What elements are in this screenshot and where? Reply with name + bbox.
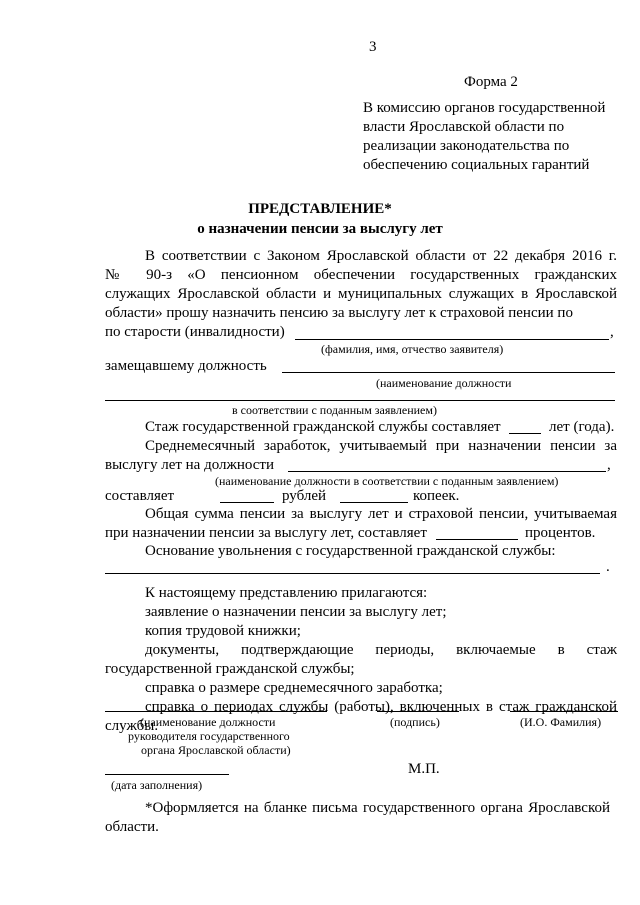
position-label: замещавшему должность	[105, 358, 267, 374]
percent-label: процентов.	[525, 525, 596, 541]
addressee-line: власти Ярославской области по	[363, 119, 565, 135]
page-number: 3	[369, 39, 377, 55]
service-text: Стаж государственной гражданской службы составляет	[145, 419, 501, 435]
intro-line: области» прошу назначить пенсию за выслугу лет к страховой пенсии по	[105, 305, 573, 321]
intro-line: по старости (инвалидности)	[105, 324, 285, 340]
head-position-hint: (наименование должности	[140, 715, 276, 729]
date-hint: (дата заполнения)	[111, 778, 203, 792]
attachment-item: государственной гражданской службы;	[105, 661, 355, 677]
rubles-label: рублей	[282, 488, 327, 504]
applicant-name-field[interactable]	[295, 339, 609, 340]
stamp-place: М.П.	[408, 761, 440, 777]
footnote: области.	[105, 819, 159, 835]
position-field[interactable]	[282, 372, 615, 373]
head-position-hint: органа Ярославской области)	[141, 743, 291, 757]
earnings-position-field[interactable]	[288, 471, 606, 472]
addressee-line: обеспечению социальных гарантий	[363, 157, 590, 173]
earnings-line: выслугу лет на должности	[105, 457, 275, 473]
name-field[interactable]	[510, 711, 618, 712]
footnote: *Оформляется на бланке письма государственного органа Ярославской	[145, 800, 610, 816]
attachment-item: службы.	[105, 718, 159, 734]
kopecks-field[interactable]	[340, 502, 408, 503]
attachment-item: справка о периодах службы (работы), включенных в стаж гражданской	[145, 699, 617, 715]
total-line: при назначении пенсии за выслугу лет, составляет	[105, 525, 427, 541]
comma: ,	[607, 457, 611, 473]
period: .	[606, 559, 610, 575]
comma: ,	[610, 324, 614, 340]
service-end-text: лет (года).	[549, 419, 615, 435]
percent-field[interactable]	[436, 539, 518, 540]
service-years-field[interactable]	[509, 433, 541, 434]
intro-line: № 90-з «О пенсионном обеспечении государственных гражданских	[105, 267, 617, 283]
document-title: ПРЕДСТАВЛЕНИЕ*	[248, 201, 392, 217]
attachment-item: заявление о назначении пенсии за выслугу лет;	[145, 604, 447, 620]
earnings-position-hint: (наименование должности в соответствии с поданным заявлением)	[215, 474, 559, 488]
dismissal-field[interactable]	[105, 573, 600, 574]
earnings-line: Среднемесячный заработок, учитываемый при назначении пенсии за	[145, 438, 617, 454]
signature-hint: (подпись)	[390, 715, 440, 729]
rubles-field[interactable]	[220, 502, 274, 503]
intro-line: В соответствии с Законом Ярославской области от 22 декабря 2016 г.	[145, 248, 617, 264]
attachment-item: копия трудовой книжки;	[145, 623, 301, 639]
name-hint: (И.О. Фамилия)	[520, 715, 602, 729]
date-field[interactable]	[105, 774, 229, 775]
dismissal-label: Основание увольнения с государственной гражданской службы:	[145, 543, 556, 559]
form-label: Форма 2	[464, 74, 518, 90]
amount-label: составляет	[105, 488, 175, 504]
document-subtitle: о назначении пенсии за выслугу лет	[197, 221, 443, 237]
applicant-name-hint: (фамилия, имя, отчество заявителя)	[321, 342, 504, 356]
kopecks-label: копеек.	[413, 488, 460, 504]
attachment-item: документы, подтверждающие периоды, включаемые в стаж	[145, 642, 617, 658]
head-position-field[interactable]	[105, 711, 327, 712]
total-line: Общая сумма пенсии за выслугу лет и страховой пенсии, учитываемая	[145, 506, 617, 522]
addressee-line: В комиссию органов государственной	[363, 100, 606, 116]
position-hint: (наименование должности	[376, 376, 512, 390]
signature-field[interactable]	[377, 711, 459, 712]
attachment-item: справка о размере среднемесячного заработка;	[145, 680, 443, 696]
addressee-line: реализации законодательства по	[363, 138, 570, 154]
intro-line: служащих Ярославской области и муниципальных служащих в Ярославской	[105, 286, 617, 302]
head-position-hint: руководителя государственного	[128, 729, 290, 743]
position-hint-continued: в соответствии с поданным заявлением)	[232, 403, 437, 417]
position-field-continued[interactable]	[105, 400, 615, 401]
attachments-intro: К настоящему представлению прилагаются:	[145, 585, 428, 601]
